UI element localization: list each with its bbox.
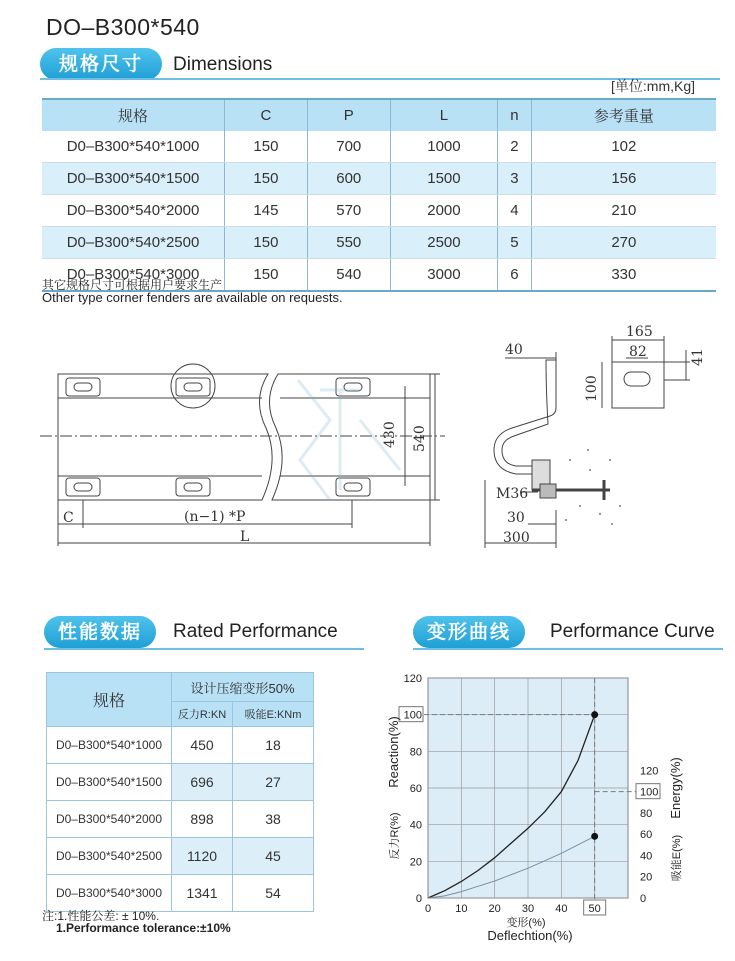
x-tick-label: 30 — [521, 903, 535, 915]
slot-hole-icon — [66, 378, 370, 496]
table-cell: 5 — [498, 227, 532, 259]
y-left-tick-label: 0 — [415, 893, 422, 905]
y-right-tick-label: 80 — [640, 807, 653, 820]
table-cell: 696 — [172, 764, 233, 801]
performance-pill: 性能数据 — [44, 616, 156, 648]
table-header-row — [47, 673, 314, 702]
table-cell: 1120 — [172, 838, 233, 875]
x-tick-label: 0 — [424, 903, 432, 915]
table-cell: 3000 — [390, 259, 498, 292]
series-end-point — [591, 711, 598, 718]
x-tick-label: 10 — [455, 903, 468, 915]
page-title: DO–B300*540 — [46, 14, 200, 40]
table-cell: 18 — [233, 727, 314, 764]
dim-p: (n−1) *P — [184, 509, 246, 525]
curve-label: Performance Curve — [550, 621, 715, 642]
detail-circle — [171, 364, 215, 408]
table-cell: 54 — [233, 875, 314, 912]
table-cell: D0–B300*540*1000 — [42, 131, 225, 163]
table-cell: D0–B300*540*3000 — [42, 259, 225, 292]
y-left-tick-label: 100 — [403, 709, 422, 722]
x-tick-label: 20 — [488, 903, 501, 915]
y-right-tick-label: 20 — [640, 871, 653, 884]
dim-41: 41 — [690, 348, 706, 366]
y-left-label-cn: 反力R(%) — [389, 812, 401, 860]
col-header: 设计压缩变形50% — [172, 673, 314, 702]
table-cell: 3 — [498, 163, 532, 195]
table-cell: 450 — [172, 727, 233, 764]
table-row — [42, 227, 716, 259]
table-cell: 4 — [498, 195, 532, 227]
table-cell: 600 — [307, 163, 390, 195]
y-left-tick-label: 40 — [409, 819, 422, 832]
performance-label: Rated Performance — [173, 621, 338, 642]
table-cell: 102 — [531, 131, 716, 163]
table-cell: 2500 — [390, 227, 498, 259]
y-left-tick-label: 80 — [409, 746, 422, 759]
y-right-tick-label: 0 — [640, 893, 647, 905]
y-right-tick-label: 100 — [640, 786, 659, 799]
bolt-label: M36 — [496, 486, 529, 502]
table-row — [47, 801, 314, 838]
x-axis-label-en: Deflechtion(%) — [487, 928, 573, 943]
performance-table — [46, 672, 314, 912]
table-cell: 2 — [498, 131, 532, 163]
table-cell: 270 — [531, 227, 716, 259]
table-cell: 898 — [172, 801, 233, 838]
table-cell: 150 — [225, 227, 308, 259]
table-cell: 150 — [225, 163, 308, 195]
table-cell: 330 — [531, 259, 716, 292]
performance-chart — [380, 660, 730, 956]
table-row — [47, 764, 314, 801]
col-header: 规格 — [42, 99, 225, 131]
table-cell: 570 — [307, 195, 390, 227]
table-row — [47, 727, 314, 764]
table-cell: 150 — [225, 259, 308, 292]
y-right-tick-label: 120 — [640, 765, 659, 778]
col-header: P — [307, 99, 390, 131]
x-tick-label: 50 — [588, 903, 601, 915]
table-cell: 1500 — [390, 163, 498, 195]
section-divider — [413, 648, 723, 650]
table-cell: 700 — [307, 131, 390, 163]
fender-body-right — [269, 374, 430, 500]
dim-300: 300 — [503, 530, 530, 546]
unit-label: [单位:mm,Kg] — [611, 78, 696, 94]
table-cell: D0–B300*540*2000 — [47, 801, 172, 838]
table-cell: 540 — [307, 259, 390, 292]
dim-540: 540 — [412, 425, 428, 452]
table-row — [42, 163, 716, 195]
col-header: 反力R:KN — [172, 702, 233, 727]
table-cell: 1000 — [390, 131, 498, 163]
col-header: C — [225, 99, 308, 131]
fender-body-left — [58, 374, 272, 500]
table-cell: D0–B300*540*1500 — [42, 163, 225, 195]
y-right-tick-label: 60 — [640, 829, 653, 842]
col-header: 参考重量 — [531, 99, 716, 131]
table-row — [42, 195, 716, 227]
perf-note-en: 1.Performance tolerance:±10% — [56, 921, 231, 935]
y-right-label-cn: 吸能E(%) — [671, 834, 683, 882]
perf-note-cn: 注:1.性能公差: ± 10%. — [42, 909, 160, 923]
table-cell: 2000 — [390, 195, 498, 227]
table-cell: D0–B300*540*1000 — [47, 727, 172, 764]
y-left-tick-label: 60 — [409, 783, 422, 795]
y-right-tick-label: 40 — [640, 850, 653, 863]
table-cell: 27 — [233, 764, 314, 801]
table-cell: 156 — [531, 163, 716, 195]
table-cell: D0–B300*540*1500 — [47, 764, 172, 801]
dim-c: C — [63, 510, 74, 526]
col-header: 吸能E:KNm — [233, 702, 314, 727]
dim-165: 165 — [626, 324, 653, 340]
table-row — [42, 131, 716, 163]
x-axis-label-cn: 变形(%) — [506, 917, 546, 929]
table-row — [47, 838, 314, 875]
table-cell: D0–B300*540*2500 — [42, 227, 225, 259]
table-cell: 145 — [225, 195, 308, 227]
y-left-tick-label: 120 — [403, 673, 422, 685]
table-cell: 45 — [233, 838, 314, 875]
dim-100: 100 — [584, 375, 600, 402]
table-row — [47, 875, 314, 912]
dim-l: L — [240, 529, 250, 545]
table-cell: 1341 — [172, 875, 233, 912]
table-cell: 210 — [531, 195, 716, 227]
x-tick-label: 40 — [555, 903, 568, 915]
dimensions-label: Dimensions — [173, 54, 273, 75]
table-cell: D0–B300*540*2000 — [42, 195, 225, 227]
table-cell: 550 — [307, 227, 390, 259]
table-cell: D0–B300*540*2500 — [47, 838, 172, 875]
dimensions-table — [42, 98, 716, 292]
col-header: 规格 — [47, 673, 172, 727]
table-cell: 150 — [225, 131, 308, 163]
dim-30: 30 — [507, 510, 525, 526]
table-header-row — [42, 99, 716, 131]
bracket-profile — [494, 360, 556, 474]
dim-40: 40 — [505, 342, 523, 358]
table-cell: 38 — [233, 801, 314, 838]
table-cell: 6 — [498, 259, 532, 292]
y-right-label-en: Energy(%) — [668, 757, 683, 819]
dim-82: 82 — [629, 344, 647, 360]
dim-430: 430 — [382, 421, 398, 448]
col-header: n — [498, 99, 532, 131]
col-header: L — [390, 99, 498, 131]
y-left-tick-label: 20 — [409, 856, 422, 869]
table-cell: D0–B300*540*3000 — [47, 875, 172, 912]
section-divider — [44, 648, 364, 650]
note-en: Other type corner fenders are available on requests. — [42, 290, 343, 305]
dimensions-pill: 规格尺寸 — [40, 48, 162, 80]
technical-drawing — [0, 310, 735, 560]
series-end-point — [591, 833, 598, 840]
curve-pill: 变形曲线 — [413, 616, 525, 648]
y-left-label-en: Reaction(%) — [386, 716, 401, 788]
concrete-dots — [565, 449, 621, 525]
note-cn: 其它规格尺寸可根据用户要求生产 — [42, 278, 223, 292]
